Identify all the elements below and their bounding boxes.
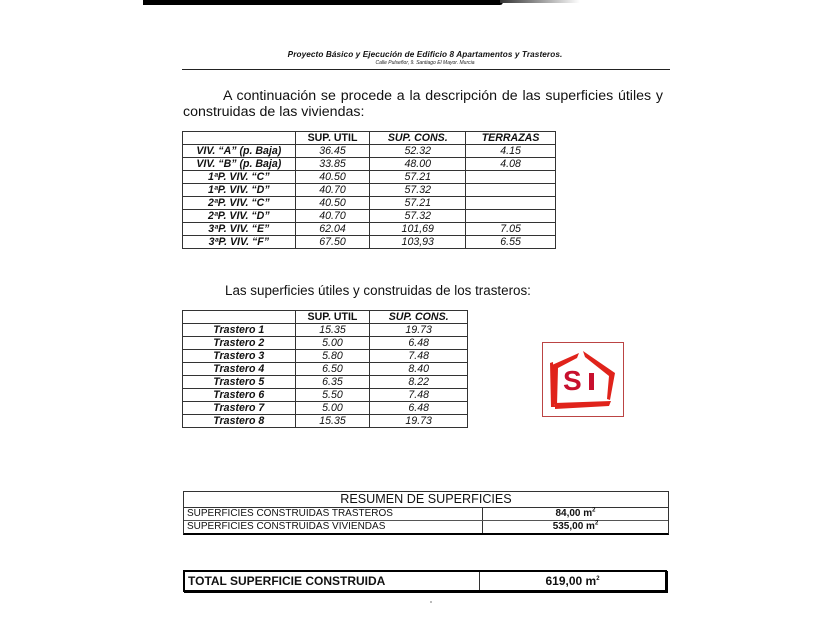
header-sup-util: SUP. UTIL xyxy=(295,132,370,145)
terraza-value: 6.55 xyxy=(466,236,556,249)
sup-util-value: 36.45 xyxy=(295,145,370,158)
header-terrazas: TERRAZAS xyxy=(466,132,556,145)
vivienda-name: VIV. “B” (p. Baja) xyxy=(183,158,296,171)
sup-cons-value: 19.73 xyxy=(370,415,468,428)
vivienda-row xyxy=(183,184,556,197)
viviendas-header-row xyxy=(183,132,556,145)
terraza-value: 4.15 xyxy=(466,145,556,158)
logo-letter-s: S xyxy=(563,365,582,396)
total-label: TOTAL SUPERFICIE CONSTRUIDA xyxy=(185,572,480,590)
trastero-name: Trastero 3 xyxy=(183,350,296,363)
summary-value xyxy=(483,508,668,520)
sup-cons-value: 57.21 xyxy=(370,197,466,210)
logo-house-stroke xyxy=(555,401,611,409)
sup-util-value: 40.50 xyxy=(295,171,370,184)
summary-value xyxy=(483,521,668,533)
sup-cons-value: 7.48 xyxy=(370,389,468,402)
vivienda-name: 1ªP. VIV. “D” xyxy=(183,184,296,197)
header-sup-cons: SUP. CONS. xyxy=(370,311,468,324)
terraza-value: 7.05 xyxy=(466,223,556,236)
trasteros-table xyxy=(182,310,468,428)
trastero-row xyxy=(183,402,468,415)
si-logo xyxy=(542,342,624,417)
sup-cons-value: 8.22 xyxy=(370,376,468,389)
sup-cons-value: 6.48 xyxy=(370,402,468,415)
sup-cons-value: 57.21 xyxy=(370,171,466,184)
terraza-value xyxy=(466,210,556,223)
vivienda-name: 1ªP. VIV. “C” xyxy=(183,171,296,184)
vivienda-row xyxy=(183,223,556,236)
vivienda-row xyxy=(183,210,556,223)
sup-util-value: 15.35 xyxy=(295,324,370,337)
sup-util-value: 5.80 xyxy=(295,350,370,363)
total-value-text: 619,00 m xyxy=(545,574,597,588)
sup-util-value: 62.04 xyxy=(295,223,370,236)
header-divider xyxy=(182,69,670,70)
summary-table xyxy=(183,491,669,535)
vivienda-name: 3ªP. VIV. “F” xyxy=(183,236,296,249)
sup-util-value: 5.50 xyxy=(295,389,370,402)
sup-cons-value: 48.00 xyxy=(370,158,466,171)
trastero-row xyxy=(183,350,468,363)
sup-cons-value: 57.32 xyxy=(370,184,466,197)
sup-util-value: 33.85 xyxy=(295,158,370,171)
sup-cons-value: 101,69 xyxy=(370,223,466,236)
header-name xyxy=(183,132,296,145)
sup-cons-value: 19.73 xyxy=(370,324,468,337)
terraza-value xyxy=(466,197,556,210)
viviendas-table xyxy=(182,131,556,249)
trastero-row xyxy=(183,415,468,428)
sup-cons-value: 7.48 xyxy=(370,350,468,363)
vivienda-row xyxy=(183,158,556,171)
trastero-name: Trastero 5 xyxy=(183,376,296,389)
scan-edge-fade xyxy=(500,0,580,3)
vivienda-row xyxy=(183,197,556,210)
scan-speck xyxy=(430,601,432,603)
project-title: Proyecto Básico y Ejecución de Edificio 8 Apartamentos y Trasteros. xyxy=(287,50,563,59)
sup-cons-value: 57.32 xyxy=(370,210,466,223)
trastero-name: Trastero 1 xyxy=(183,324,296,337)
total-value xyxy=(480,574,665,588)
terraza-value xyxy=(466,184,556,197)
sup-util-value: 40.50 xyxy=(295,197,370,210)
sup-cons-value: 103,93 xyxy=(370,236,466,249)
logo-house-stroke xyxy=(583,351,615,400)
summary-label: SUPERFICIES CONSTRUIDAS TRASTEROS xyxy=(184,508,483,520)
trastero-name: Trastero 7 xyxy=(183,402,296,415)
vivienda-name: 2ªP. VIV. “C” xyxy=(183,197,296,210)
terraza-value xyxy=(466,171,556,184)
summary-unit-exp: 2 xyxy=(594,520,599,527)
sup-util-value: 40.70 xyxy=(295,210,370,223)
house-logo-icon xyxy=(543,343,623,416)
total-unit-exp: 2 xyxy=(596,576,600,582)
trasteros-intro: Las superficies útiles y construidas de los trasteros: xyxy=(225,283,531,298)
trastero-row xyxy=(183,363,468,376)
sup-util-value: 6.50 xyxy=(295,363,370,376)
sup-util-value: 5.00 xyxy=(295,337,370,350)
terraza-value: 4.08 xyxy=(466,158,556,171)
vivienda-name: 2ªP. VIV. “D” xyxy=(183,210,296,223)
sup-cons-value: 8.40 xyxy=(370,363,468,376)
vivienda-row xyxy=(183,145,556,158)
sup-cons-value: 6.48 xyxy=(370,337,468,350)
trastero-name: Trastero 2 xyxy=(183,337,296,350)
trastero-name: Trastero 6 xyxy=(183,389,296,402)
vivienda-name: 3ªP. VIV. “E” xyxy=(183,223,296,236)
scan-edge-bar xyxy=(143,0,503,5)
sup-util-value: 40.70 xyxy=(295,184,370,197)
project-address: Calle Pulseñor, 9. Santiago El Mayor. Murcia xyxy=(375,60,475,66)
trastero-row xyxy=(183,376,468,389)
vivienda-row xyxy=(183,236,556,249)
intro-paragraph xyxy=(183,88,663,120)
intro-text: A continuación se procede a la descripción de las superficies útiles y construidas de las viviendas: xyxy=(183,88,663,120)
summary-value-text: 535,00 m xyxy=(552,521,595,532)
summary-unit-exp: 2 xyxy=(592,507,596,514)
sup-util-value: 6.35 xyxy=(295,376,370,389)
sup-util-value: 5.00 xyxy=(295,402,370,415)
trastero-row xyxy=(183,389,468,402)
header-name xyxy=(183,311,296,324)
header-sup-cons: SUP. CONS. xyxy=(370,132,466,145)
trasteros-header-row xyxy=(183,311,468,324)
summary-label: SUPERFICIES CONSTRUIDAS VIVIENDAS xyxy=(184,521,483,533)
sup-util-value: 15.35 xyxy=(295,415,370,428)
trastero-row xyxy=(183,324,468,337)
document-header xyxy=(180,50,670,66)
sup-util-value: 67.50 xyxy=(295,236,370,249)
summary-value-text: 84,00 m xyxy=(555,508,593,519)
summary-row xyxy=(184,508,668,520)
summary-row xyxy=(184,520,668,533)
logo-letter-i xyxy=(589,373,594,390)
summary-title: RESUMEN DE SUPERFICIES xyxy=(184,492,668,508)
sup-cons-value: 52.32 xyxy=(370,145,466,158)
vivienda-name: VIV. “A” (p. Baja) xyxy=(183,145,296,158)
trastero-name: Trastero 8 xyxy=(183,415,296,428)
vivienda-row xyxy=(183,171,556,184)
header-sup-util: SUP. UTIL xyxy=(295,311,370,324)
total-row xyxy=(183,570,667,592)
trastero-row xyxy=(183,337,468,350)
trastero-name: Trastero 4 xyxy=(183,363,296,376)
